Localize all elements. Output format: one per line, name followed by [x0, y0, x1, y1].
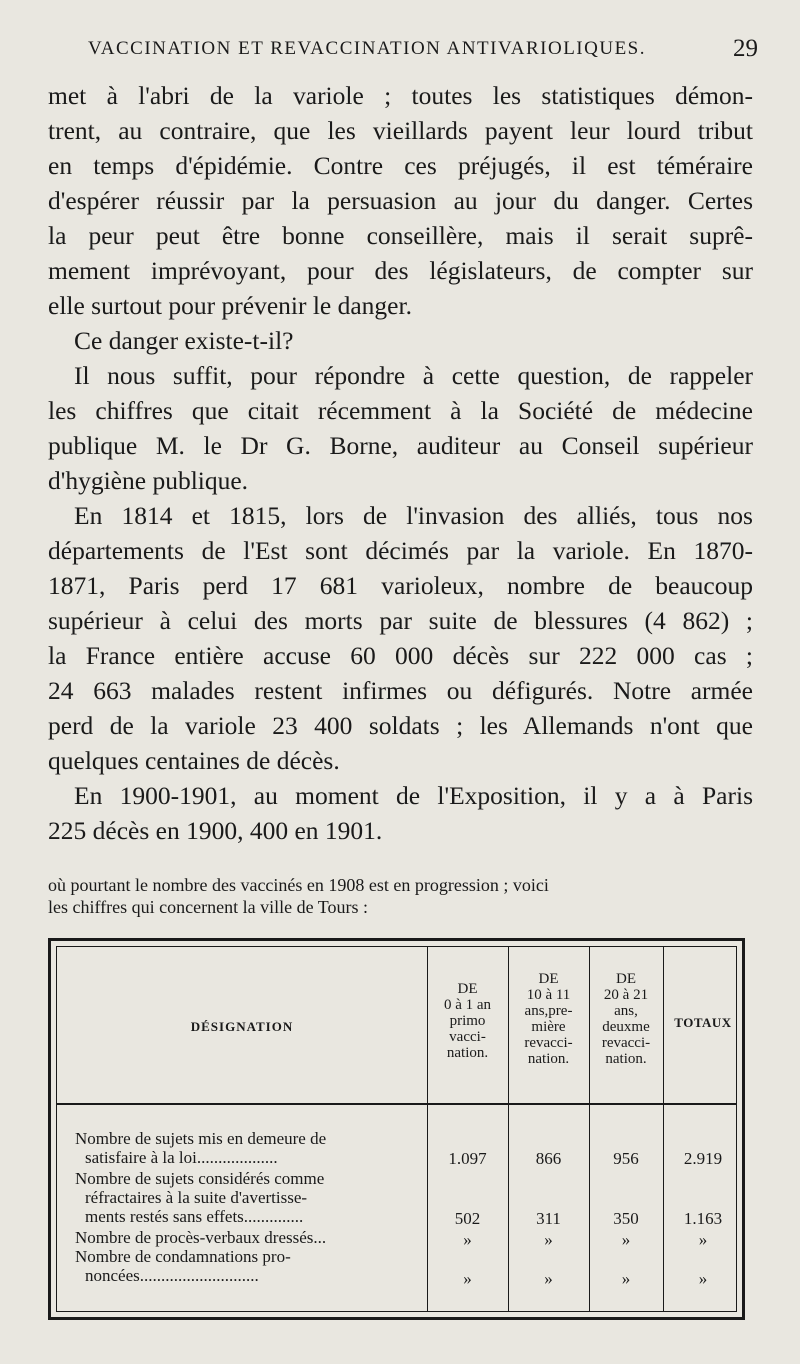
text-line: trent, au contraire, que les vieillards payent leur lourd tribut — [48, 116, 753, 145]
paragraph — [48, 323, 753, 358]
header-col-10-11-ans — [508, 971, 589, 1067]
table-cell: 502 — [454, 1209, 481, 1228]
text-line: Ce danger existe-t-il? — [74, 326, 294, 355]
text-line: 1871, Paris perd 17 681 varioleux, nombre de beaucoup — [48, 571, 753, 600]
row-label-line: satisfaire à la loi................... — [85, 1148, 278, 1167]
header-col-20-21-ans — [589, 971, 663, 1067]
paragraph — [48, 498, 753, 778]
header-line: revacci- — [601, 1035, 651, 1051]
text-line: la France entière accuse 60 000 décès sur 222 000 cas ; — [48, 641, 753, 670]
running-head — [88, 35, 758, 62]
text-line: mement imprévoyant, pour des législateurs, de compter sur — [48, 256, 753, 285]
text-line: d'hygiène publique. — [48, 466, 249, 495]
header-line: nation. — [446, 1045, 489, 1061]
paragraph — [48, 358, 753, 498]
text-line: En 1814 et 1815, lors de l'invasion des alliés, tous nos — [74, 501, 753, 530]
text-line: en temps d'épidémie. Contre ces préjugés, il est téméraire — [48, 151, 753, 180]
text-line: elle surtout pour prévenir le danger. — [48, 291, 412, 320]
text-line: où pourtant le nombre des vaccinés en 1908 est en progression ; voici — [48, 875, 549, 895]
page-number: 29 — [733, 35, 758, 62]
table-intro-text — [48, 874, 753, 918]
header-line: 10 à 11 — [526, 987, 571, 1003]
table-cell: 956 — [613, 1149, 639, 1168]
table-cell: 2.919 — [683, 1149, 723, 1168]
header-line: nation. — [605, 1051, 647, 1067]
row-label-line: Nombre de sujets mis en demeure de — [75, 1129, 327, 1148]
table-cell: 350 — [613, 1209, 639, 1228]
header-line: DE — [616, 971, 636, 987]
header-line: ans, — [614, 1003, 638, 1019]
header-line: vacci- — [449, 1029, 486, 1045]
table-cell: 1.097 — [448, 1149, 487, 1168]
row-label-line: Nombre de condamnations pro- — [75, 1247, 291, 1266]
table-row-label — [75, 1247, 419, 1285]
table-cell: » — [463, 1269, 472, 1288]
paragraph — [48, 778, 753, 848]
text-line: départements de l'Est sont décimés par la variole. En 1870- — [48, 536, 753, 565]
text-line: 225 décès en 1900, 400 en 1901. — [48, 816, 383, 845]
text-line: En 1900-1901, au moment de l'Exposition, il y a à Paris — [74, 781, 753, 810]
header-line: revacci- — [524, 1035, 573, 1051]
text-line: met à l'abri de la variole ; toutes les statistiques démon- — [48, 81, 753, 110]
paragraph — [48, 78, 753, 323]
header-line: deuxme — [602, 1019, 650, 1035]
header-line: mière — [531, 1019, 566, 1035]
row-label-line: Nombre de sujets considérés comme — [75, 1169, 325, 1188]
text-line: 24 663 malades restent infirmes ou défigurés. Notre armée — [48, 676, 753, 705]
text-line: quelques centaines de décès. — [48, 746, 340, 775]
table-row-label — [75, 1129, 419, 1167]
row-label-line: ments restés sans effets.............. — [85, 1207, 304, 1226]
table-cell: 1.163 — [683, 1209, 723, 1228]
text-line: supérieur à celui des morts par suite de blessures (4 862) ; — [48, 606, 753, 635]
table-cell: » — [698, 1269, 708, 1288]
table-row-label — [75, 1228, 419, 1247]
table-cell: 311 — [536, 1209, 561, 1228]
header-line: primo — [449, 1013, 486, 1029]
main-text — [48, 78, 753, 848]
row-label-line: réfractaires à la suite d'avertisse- — [85, 1188, 308, 1207]
header-line: nation. — [527, 1051, 570, 1067]
text-line: les chiffres que citait récemment à la Société de médecine — [48, 396, 753, 425]
table-cell: » — [698, 1230, 708, 1249]
text-line: perd de la variole 23 400 soldats ; les Allemands n'ont que — [48, 711, 753, 740]
header-line: DE — [457, 981, 478, 997]
text-line: les chiffres qui concernent la ville de Tours : — [48, 897, 368, 917]
text-line: publique M. le Dr G. Borne, auditeur au Conseil supérieur — [48, 431, 753, 460]
table-row-label — [75, 1169, 419, 1226]
header-designation: DÉSIGNATION — [190, 1019, 294, 1034]
table-cell: » — [621, 1269, 631, 1288]
header-line: 0 à 1 an — [443, 997, 492, 1013]
text-line: Il nous suffit, pour répondre à cette question, de rappeler — [74, 361, 753, 390]
header-line: ans,pre- — [524, 1003, 573, 1019]
header-rule — [57, 1103, 736, 1105]
column-divider — [663, 947, 664, 1311]
header-totaux: TOTAUX — [674, 1015, 732, 1030]
table-body — [56, 946, 737, 1312]
table-cell: » — [544, 1230, 553, 1249]
table-cell: » — [544, 1269, 553, 1288]
running-head-title: VACCINATION ET REVACCINATION ANTIVARIOLIQUES. — [88, 38, 646, 59]
header-line: DE — [538, 971, 559, 987]
table-cell: » — [463, 1230, 472, 1249]
row-label-line: Nombre de procès-verbaux dressés... — [75, 1228, 327, 1247]
table-cell: 866 — [535, 1149, 562, 1168]
text-line: d'espérer réussir par la persuasion au jour du danger. Certes — [48, 186, 753, 215]
table-cell: » — [621, 1230, 631, 1249]
row-label-line: noncées............................ — [85, 1266, 259, 1285]
text-line: la peur peut être bonne conseillère, mais il serait suprê- — [48, 221, 753, 250]
header-line: 20 à 21 — [603, 987, 649, 1003]
statistics-table — [48, 938, 745, 1320]
header-col-0-1-an — [427, 981, 508, 1061]
